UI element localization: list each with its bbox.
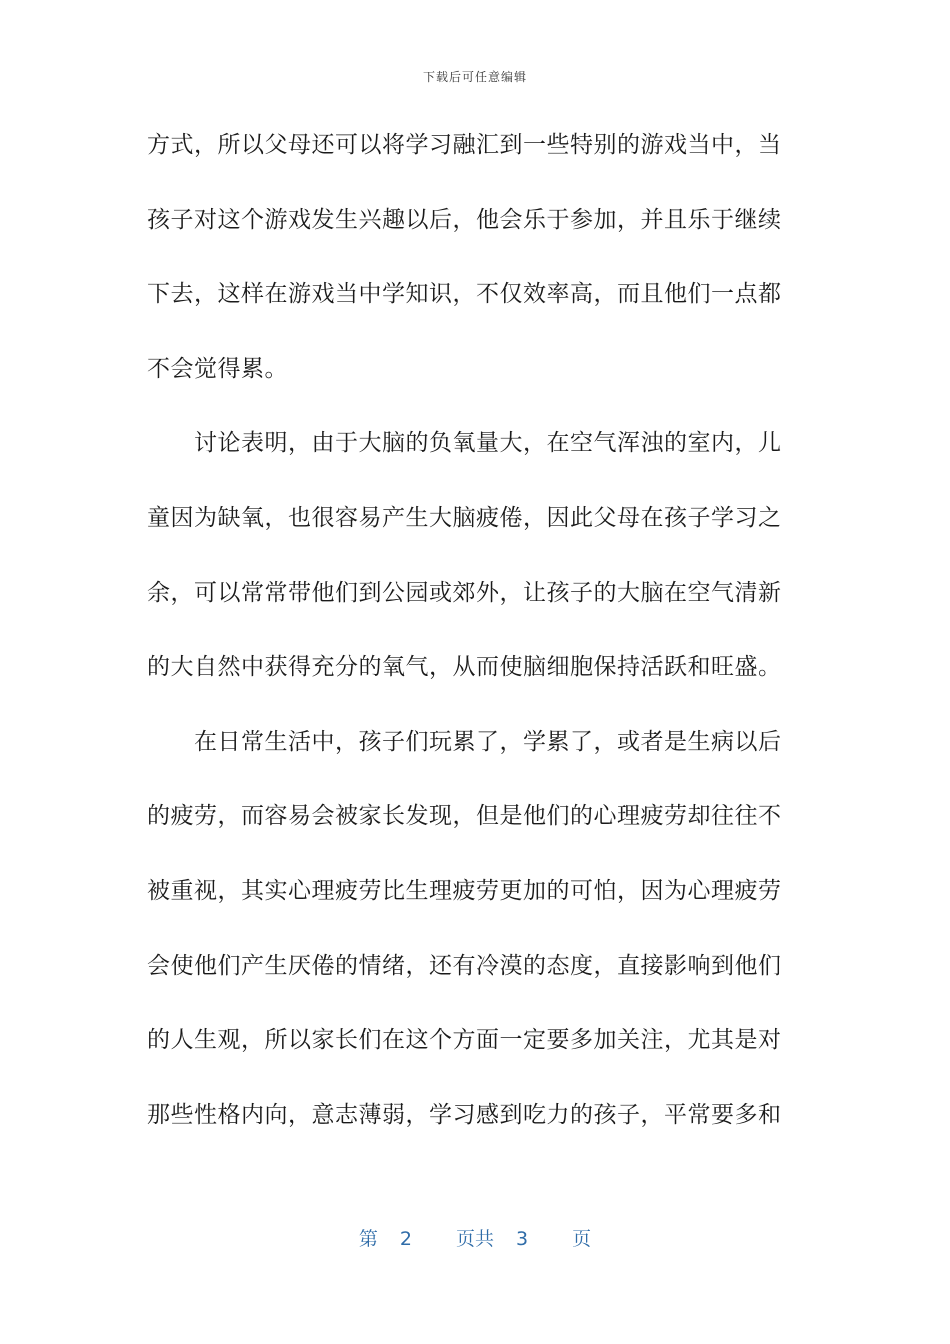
text-line: 的人生观，所以家长们在这个方面一定要多加关注，尤其是对 [147,1027,782,1054]
text-line: 孩子对这个游戏发生兴趣以后，他会乐于参加，并且乐于继续 [147,206,782,233]
text-line: 的疲劳，而容易会被家长发现，但是他们的心理疲劳却往往不 [147,803,782,830]
page-footer [0,1224,950,1251]
footer-prefix: 第 [358,1228,378,1250]
text-line: 讨论表明，由于大脑的负氧量大，在空气浑浊的室内，儿 [147,430,782,457]
current-page-number: 2 [399,1228,412,1250]
text-line: 童因为缺氧，也很容易产生大脑疲倦，因此父母在孩子学习之 [147,504,782,531]
text-line: 被重视，其实心理疲劳比生理疲劳更加的可怕，因为心理疲劳 [147,877,782,904]
paragraph-1 [147,120,797,418]
text-line: 下去，这样在游戏当中学知识，不仅效率高，而且他们一点都 [147,281,782,308]
page-header: 下载后可任意编辑 [422,70,527,84]
total-pages-number: 3 [516,1228,529,1250]
document-body [147,120,797,1164]
text-line: 的大自然中获得充分的氧气，从而使脑细胞保持活跃和旺盛。 [147,654,782,681]
text-line: 那些性格内向，意志薄弱，学习感到吃力的孩子，平常要多和 [147,1101,782,1128]
paragraph-2 [147,418,797,716]
text-line: 会使他们产生厌倦的情绪，还有冷漠的态度，直接影响到他们 [147,952,782,979]
text-line: 在日常生活中，孩子们玩累了，学累了，或者是生病以后 [147,728,782,755]
text-line: 不会觉得累。 [147,355,288,382]
footer-middle: 页共 [455,1228,494,1250]
paragraph-3 [147,717,797,1165]
footer-suffix: 页 [572,1228,592,1250]
text-line: 余，可以常常带他们到公园或郊外，让孩子的大脑在空气清新 [147,579,782,606]
text-line: 方式，所以父母还可以将学习融汇到一些特别的游戏当中，当 [147,132,782,158]
